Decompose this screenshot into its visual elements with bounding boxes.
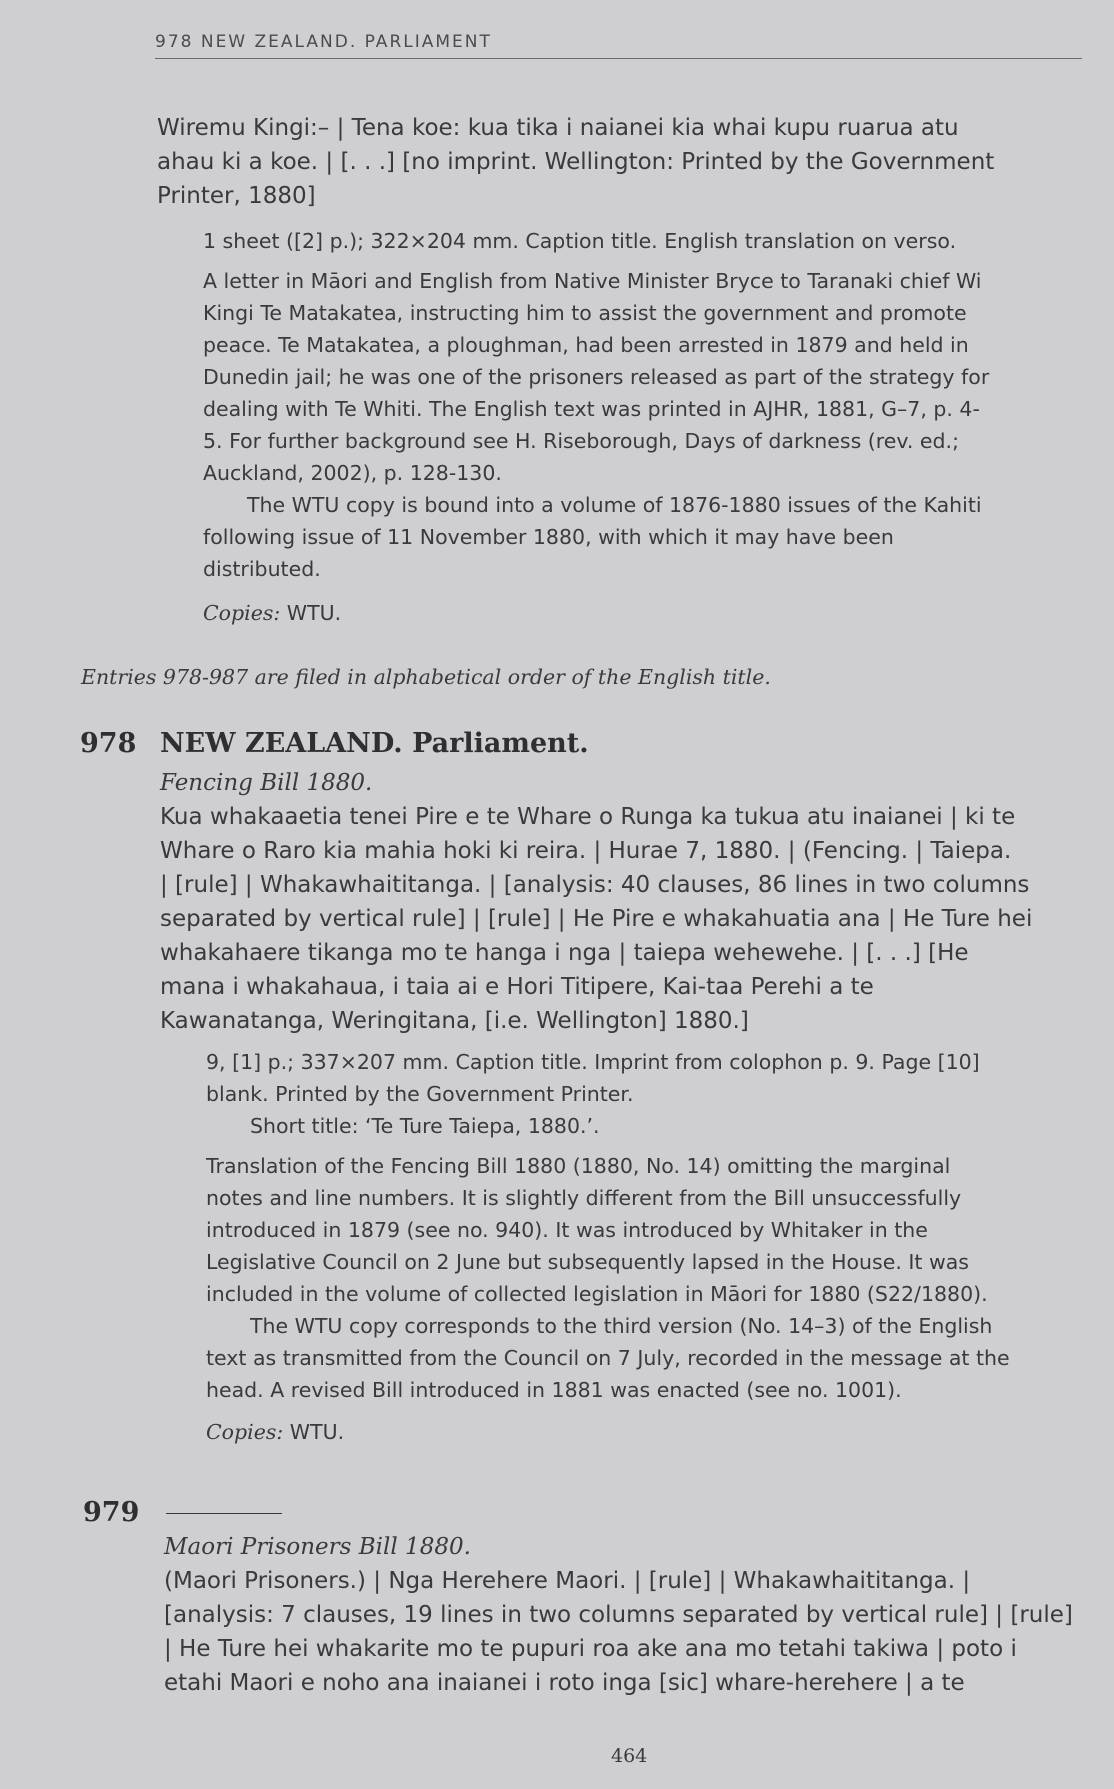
uniform-title: Fencing Bill 1880. [160,770,373,796]
copies-value: WTU. [286,601,342,625]
physical-line: blank. Printed by the Government Printer. [206,1082,634,1106]
filing-note: Entries 978-987 are filed in alphabetical order of the English title. [81,665,771,689]
entry-copies [206,1420,344,1444]
entry-heading: NEW ZEALAND. Parliament. [160,728,589,759]
note-line: Translation of the Fencing Bill 1880 (1880, No. 14) omitting the marginal [206,1154,951,1178]
note-line: Legislative Council on 2 June but subsequently lapsed in the House. It was [206,1250,969,1274]
note2-line: head. A revised Bill introduced in 1881 was enacted (see no. 1001). [206,1378,902,1402]
title-line: separated by vertical rule] | [rule] | He Pire e whakahuatia ana | He Ture hei [160,906,1033,932]
top-entry-note2-line: The WTU copy is bound into a volume of 1876-1880 issues of the Kahiti [247,493,982,517]
copies-label: Copies: [203,601,281,625]
repeat-heading-rule [166,1513,282,1514]
copies-value: WTU. [289,1420,345,1444]
top-entry-title-line: ahau ki a koe. | [. . .] [no imprint. Wellington: Printed by the Government [157,149,995,175]
short-title: Short title: ‘Te Ture Taiepa, 1880.’. [250,1114,600,1138]
title-line: Kua whakaaetia tenei Pire e te Whare o Runga ka tukua atu inaianei | ki te [160,804,1016,830]
top-entry-note-line: Auckland, 2002), p. 128-130. [203,461,502,485]
title-line: mana i whakahaua, i taia ai e Hori Titipere, Kai-taa Perehi a te [160,974,874,1000]
page-number: 464 [611,1745,648,1767]
note-line: introduced in 1879 (see no. 940). It was introduced by Whitaker in the [206,1218,928,1242]
top-entry-note-line: A letter in Māori and English from Native Minister Bryce to Taranaki chief Wi [203,269,982,293]
top-entry-note-line: Kingi Te Matakatea, instructing him to assist the government and promote [203,301,967,325]
title-line: Whare o Raro kia mahia hoki ki reira. | Hurae 7, 1880. | (Fencing. | Taiepa. [160,838,1012,864]
title-line: Kawanatanga, Weringitana, [i.e. Wellington] 1880.] [160,1008,749,1034]
top-entry-note-line: 5. For further background see H. Riseborough, Days of darkness (rev. ed.; [203,429,959,453]
running-head [155,32,1082,59]
note2-line: The WTU copy corresponds to the third version (No. 14–3) of the English [250,1314,993,1338]
uniform-title: Maori Prisoners Bill 1880. [164,1534,471,1560]
physical-line: 9, [1] p.; 337×207 mm. Caption title. Imprint from colophon p. 9. Page [10] [206,1050,980,1074]
note2-line: text as transmitted from the Council on 7 July, recorded in the message at the [206,1346,1010,1370]
title-line: whakahaere tikanga mo te hanga i nga | taiepa wehewehe. | [. . .] [He [160,940,969,966]
top-entry-note2-line: distributed. [203,557,321,581]
top-entry-note-line: peace. Te Matakatea, a ploughman, had been arrested in 1879 and held in [203,333,969,357]
title-line: | [rule] | Whakawhaititanga. | [analysis: 40 clauses, 86 lines in two columns [160,872,1030,898]
top-entry-note-line: Dunedin jail; he was one of the prisoners released as part of the strategy for [203,365,990,389]
top-entry-note-line: dealing with Te Whiti. The English text was printed in AJHR, 1881, G–7, p. 4- [203,397,980,421]
top-entry-title-line: Wiremu Kingi:– | Tena koe: kua tika i naianei kia whai kupu ruarua atu [157,115,959,141]
title-line: (Maori Prisoners.) | Nga Herehere Maori. | [rule] | Whakawhaititanga. | [164,1568,971,1594]
top-entry-title-line: Printer, 1880] [157,183,316,209]
running-head-text: 978 NEW ZEALAND. PARLIAMENT [155,32,492,52]
note-line: notes and line numbers. It is slightly different from the Bill unsuccessfully [206,1186,962,1210]
title-line: [analysis: 7 clauses, 19 lines in two columns separated by vertical rule] | [rule] [164,1602,1073,1628]
top-entry-physical: 1 sheet ([2] p.); 322×204 mm. Caption title. English translation on verso. [203,229,957,253]
top-entry-copies [203,601,341,625]
copies-label: Copies: [206,1420,284,1444]
title-line: | He Ture hei whakarite mo te pupuri roa ake ana mo tetahi takiwa | poto i [164,1636,1017,1662]
entry-number: 979 [83,1497,140,1528]
entry-number: 978 [80,728,137,759]
title-line: etahi Maori e noho ana inaianei i roto inga [sic] whare-herehere | a te [164,1670,965,1696]
note-line: included in the volume of collected legislation in Māori for 1880 (S22/1880). [206,1282,988,1306]
top-entry-note2-line: following issue of 11 November 1880, with which it may have been [203,525,894,549]
